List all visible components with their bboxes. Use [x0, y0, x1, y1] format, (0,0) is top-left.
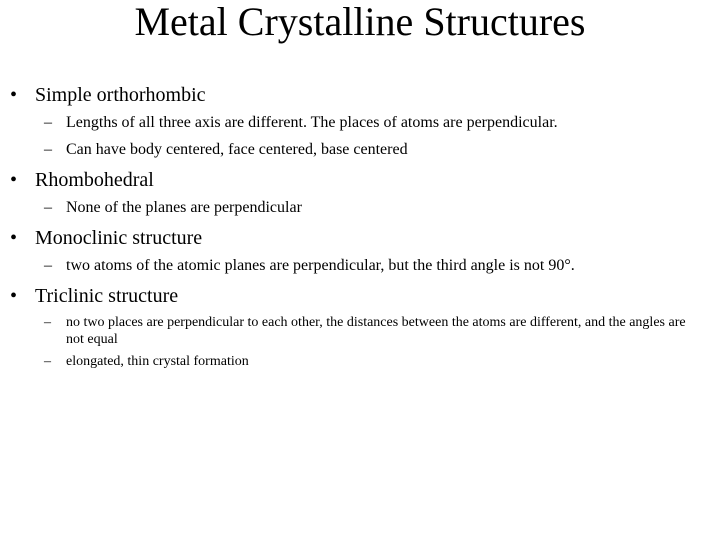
bullet-label: Rhombohedral: [35, 169, 154, 191]
dash-marker: –: [44, 257, 52, 274]
slide-title: Metal Crystalline Structures: [134, 0, 586, 44]
dash-marker: –: [44, 141, 52, 158]
bullet-label: Monoclinic structure: [35, 227, 203, 249]
sub-bullet-text: two atoms of the atomic planes are perpendicular, but the third angle is not 90°.: [66, 257, 575, 274]
bullet-marker: •: [10, 84, 18, 106]
sub-bullet-text: elongated, thin crystal formation: [66, 354, 249, 369]
dash-marker: –: [44, 315, 51, 330]
sub-bullet-text: Lengths of all three axis are different. The places of atoms are perpendicular.: [66, 114, 558, 131]
dash-marker: –: [44, 199, 52, 216]
sub-bullet-text: None of the planes are perpendicular: [66, 199, 302, 216]
bullet-marker: •: [10, 227, 18, 249]
dash-marker: –: [44, 114, 52, 131]
bullet-label: Simple orthorhombic: [35, 84, 206, 106]
sub-bullet-text: no two places are perpendicular to each other, the distances between the atoms are different, and the angles are not equal: [66, 315, 686, 347]
sub-bullet-text: Can have body centered, face centered, base centered: [66, 141, 408, 158]
dash-marker: –: [44, 354, 51, 369]
bullet-marker: •: [10, 285, 18, 307]
bullet-marker: •: [10, 169, 18, 191]
bullet-label: Triclinic structure: [35, 285, 179, 307]
